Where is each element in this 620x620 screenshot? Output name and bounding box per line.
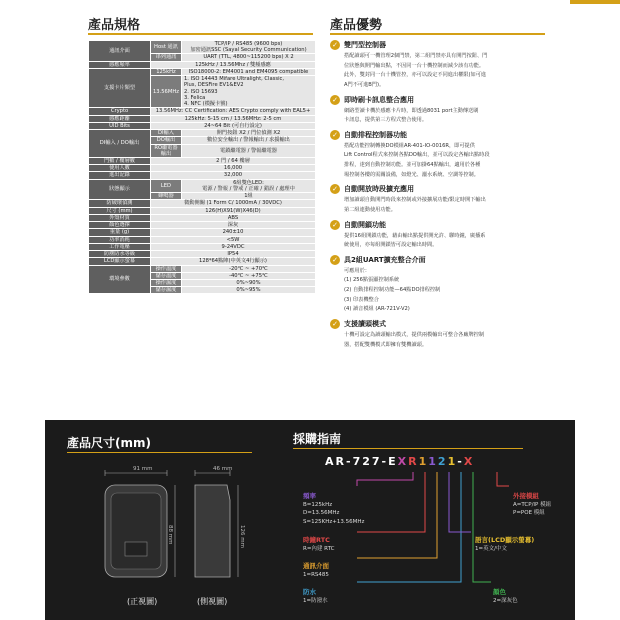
legend-waterproof <box>303 578 328 605</box>
spec-row <box>89 41 316 54</box>
spec-value: 9-24VDC <box>151 243 316 250</box>
advantage-heading: 支援讀頭模式 <box>344 319 386 328</box>
legend-color-body: 2=深灰色 <box>493 597 518 604</box>
spec-key: 防破壞偵測 <box>89 200 151 207</box>
advantage-item <box>330 184 555 215</box>
advantage-body: 十機可設定為讀頭輸出模式，提供兩模輸出可整合各廠牌控制 器，搭配雙機模式即擁有雙機讀頭。 <box>344 331 485 348</box>
check-icon: ✓ <box>330 40 340 50</box>
spec-value: IP54 <box>151 251 316 258</box>
spec-value: 0%~90% <box>181 279 315 286</box>
advantage-body: 提供16組開鎖功能，藉由輸出點提供開允許、聯時鐘，廣播系 統使用，亦每組開鎖皆可設定輸出時間。 <box>344 232 486 249</box>
advantage-heading: 具2組UART擴充整合介面 <box>344 255 426 264</box>
spec-value: 電鎖繼電器 / 警報繼電器 <box>181 144 315 157</box>
spec-key: UID Bits <box>89 122 151 129</box>
spec-row <box>89 222 316 229</box>
front-width-label: 91 mm <box>133 466 153 472</box>
spec-key: 感應距離 <box>89 115 151 122</box>
ordering-code-char: A <box>325 455 336 468</box>
dimensions-title: 產品尺寸(mm) <box>67 436 151 450</box>
spec-key: 環境參數 <box>89 265 151 294</box>
spec-value: TCP/IP / RS485 (9600 bps) 加密通訊SSC (Sayal Security Communication) <box>181 41 315 54</box>
advantage-heading: 雙門型控制器 <box>344 41 386 49</box>
legend-module-body: A=TCP/IP 模組 P=POE 模組 <box>513 501 552 517</box>
dimensions-ordering-panel <box>45 420 575 620</box>
advantage-body: 網路型讀卡機於感應卡片時，即透過8031 port主動傳送刷 卡訊息，提供第三方程式整合使用。 <box>344 107 479 124</box>
ordering-code-char: X <box>397 455 409 468</box>
advantage-body: 增加讀頭自動開門時段來控制或外接擴展功能/限定時開下輸出 第二組連動使用功能。 <box>344 197 486 213</box>
advantage-body: 搭配讀頭可一機管理2個門禁，第二組門禁亦具有開門按鈕、門 位狀態與開門輸出點，不因同一台十機控制而減少該有功能。 此外，雙封同一台十機管控，亦可以設定不同進出權限(如可進 A門不可進B門)。 <box>344 53 488 88</box>
spec-value: 240±10 <box>151 229 316 236</box>
ordering-code-char: 1 <box>447 455 458 468</box>
advantage-item <box>330 95 555 126</box>
spec-key: Crypto <box>89 108 151 115</box>
legend-language <box>475 526 534 553</box>
spec-row <box>89 61 316 68</box>
side-view-drawing <box>195 485 230 577</box>
legend-comm <box>303 552 329 579</box>
spec-value: 128*64點陣(中英文4行顯示) <box>151 258 316 265</box>
spec-subkey: LED <box>151 179 182 192</box>
spec-subkey: RO繼電器輸出 <box>151 144 182 157</box>
spec-value: UART (TTL, 4800~115200 bps) X 2 <box>181 54 315 61</box>
legend-module-heading: 外接模組 <box>513 491 539 500</box>
advantage-item <box>330 220 555 251</box>
spec-row <box>89 243 316 250</box>
ordering-code-char: 7 <box>352 455 363 468</box>
ordering-code-char: R <box>335 455 346 468</box>
spec-row <box>89 165 316 172</box>
spec-key: 狀態顯示 <box>89 179 151 200</box>
spec-subkey: 操作濕度 <box>151 279 182 286</box>
legend-comm-body: 1=RS485 <box>303 571 329 578</box>
connector-module <box>497 472 509 486</box>
ordering-code-char: E <box>388 455 398 468</box>
advantages-list <box>330 40 555 354</box>
spec-value: 6組雙色LED: 電源 / 警報 / 警戒 / 正確 / 錯誤 / 處理中 <box>181 179 315 192</box>
advantages-title-rule <box>330 33 545 35</box>
ordering-title-rule <box>293 448 523 449</box>
spec-title: 產品規格 <box>88 18 141 33</box>
spec-value: 2 門 / 64 樓層 <box>151 157 316 164</box>
spec-value: 24~64 Bit (可自行設定) <box>151 122 316 129</box>
advantage-item <box>330 40 555 91</box>
spec-key: 尺寸 (mm) <box>89 207 151 214</box>
advantage-heading-row <box>330 184 555 194</box>
side-height-label: 126 mm <box>239 525 245 548</box>
spec-subkey: 操作溫度 <box>151 265 182 272</box>
advantages-title: 產品優勢 <box>330 18 383 33</box>
spec-key: LCD顯示螢幕 <box>89 258 151 265</box>
spec-key: 工作電壓 <box>89 243 151 250</box>
check-icon: ✓ <box>330 255 340 265</box>
legend-color <box>493 578 518 605</box>
spec-row <box>89 207 316 214</box>
ordering-code-char: 1 <box>418 455 429 468</box>
spec-subkey: 儲存溫度 <box>151 272 182 279</box>
legend-waterproof-heading: 防水 <box>303 587 316 596</box>
spec-value: -40℃ ~ +75℃ <box>181 272 315 279</box>
spec-key: 支援卡片類型 <box>89 68 151 107</box>
ordering-code-char: 2 <box>437 455 448 468</box>
spec-title-rule <box>88 33 313 35</box>
spec-row <box>89 122 316 129</box>
spec-row <box>89 214 316 221</box>
advantage-item <box>330 319 555 350</box>
accent-band <box>570 0 620 4</box>
connector-freq <box>357 472 413 486</box>
advantage-heading: 自動開鎖功能 <box>344 220 386 229</box>
side-view-label: (側視圖) <box>197 597 228 606</box>
spec-row <box>89 265 316 272</box>
spec-value: ISO18000-2: EM4001 and EM4095 compatible <box>181 68 315 75</box>
advantage-heading-row <box>330 40 555 50</box>
ordering-title: 採購指南 <box>293 432 342 446</box>
spec-value: 微動開關 (1 Form C/ 1000mA / 30VDC) <box>151 200 316 207</box>
advantage-heading-row <box>330 95 555 105</box>
spec-row <box>89 200 316 207</box>
spec-subkey: 儲存濕度 <box>151 287 182 294</box>
ordering-code-char: 1 <box>428 455 438 468</box>
spec-key: 重量 (g) <box>89 229 151 236</box>
advantage-heading: 即時刷卡訊息整合應用 <box>344 95 414 104</box>
spec-subkey: 13.56MHz <box>151 76 182 108</box>
legend-language-heading: 語言(LCD顯示螢幕) <box>475 535 535 544</box>
advantage-body: 可應用於： (1) 256點張顯控制系統 (2) 自動排程控制功能—64點DO排程控制 (3) 印表機整合 (4) 讀音模組 (AR-721V-V2) <box>344 267 441 313</box>
spec-value: 開門按鈕 X2 / 門位偵測 X2 <box>181 130 315 137</box>
spec-value: 125kHz: 5-15 cm / 13.56MHz: 2-5 cm <box>151 115 316 122</box>
front-view-label: (正視圖) <box>127 597 158 606</box>
spec-value: -20℃ ~ +70℃ <box>181 265 315 272</box>
spec-subkey: DO輸出 <box>151 137 182 144</box>
ordering-code-char: R <box>408 455 419 468</box>
ordering-code-char: - <box>381 455 389 468</box>
spec-value: 數位安全輸出 / 警報輸出 / 求援輸出 <box>181 137 315 144</box>
connector-water <box>357 472 461 582</box>
check-icon: ✓ <box>330 220 340 230</box>
check-icon: ✓ <box>330 184 340 194</box>
advantage-heading-row <box>330 319 555 329</box>
check-icon: ✓ <box>330 319 340 329</box>
advantage-item <box>330 255 555 315</box>
spec-value: 深灰 <box>151 222 316 229</box>
legend-rtc-body: R=內建 RTC <box>303 545 335 552</box>
spec-row <box>89 157 316 164</box>
advantage-heading-row <box>330 130 555 140</box>
spec-row <box>89 130 316 137</box>
spec-value: 13.56MHz: CC Certification: AES Crypto comply with EAL5+ <box>151 108 316 115</box>
spec-row <box>89 236 316 243</box>
spec-value: 0%~95% <box>181 287 315 294</box>
spec-subkey: 蜂鳴器 <box>151 193 182 200</box>
spec-key: 通訊介面 <box>89 41 151 62</box>
legend-language-body: 1=英文/中文 <box>475 545 507 552</box>
legend-color-heading: 顏色 <box>493 587 506 596</box>
spec-key: DI輸入 / DO輸出 <box>89 130 151 158</box>
ordering-code-char: X <box>463 455 475 468</box>
spec-key: 進出記錄 <box>89 172 151 179</box>
spec-row <box>89 68 316 75</box>
spec-table <box>88 40 316 294</box>
legend-module <box>513 482 551 518</box>
spec-key: 功率消耗 <box>89 236 151 243</box>
spec-value: ABS <box>151 214 316 221</box>
ordering-code-char: 2 <box>362 455 372 468</box>
spec-row <box>89 258 316 265</box>
spec-subkey: Host 通訊 <box>151 41 182 54</box>
spec-row <box>89 108 316 115</box>
legend-frequency-body: B=125kHz D=13.56MHz S=125KHz+13.56MHz <box>303 501 365 525</box>
front-height-label: 88 mm <box>167 525 173 545</box>
spec-key: 感應頻率 <box>89 61 151 68</box>
ordering-code-char: - <box>346 455 353 468</box>
spec-value: 1. ISO 14443 Mifare Ultralight, Classic, Plus, DESFire EV1&EV2 2. ISO 15693 3. Felica 4. NFC (模擬卡號) <box>181 76 315 108</box>
spec-row <box>89 229 316 236</box>
spec-key: 外殼材質 <box>89 214 151 221</box>
front-view-drawing <box>105 485 167 577</box>
spec-value: 1組 <box>181 193 315 200</box>
legend-rtc <box>303 526 334 553</box>
spec-value: 32,000 <box>151 172 316 179</box>
ordering-code-char: - <box>457 455 464 468</box>
advantage-heading: 自動開放時段擴充應用 <box>344 185 414 194</box>
dimensions-title-rule <box>67 452 252 453</box>
spec-value: 125kHz / 13.56Mhz / 雙頻感應 <box>151 61 316 68</box>
check-icon: ✓ <box>330 95 340 105</box>
spec-value: <5W <box>151 236 316 243</box>
ordering-code-char: 7 <box>371 455 382 468</box>
spec-subkey: DI輸入 <box>151 130 182 137</box>
ordering-code <box>325 455 474 468</box>
advantage-body: 搭配功能控制轉換DO模組AR-401-IO-0016R，即可提供 Lift Control程式來控制各點DO輸出，並可以設定各輸出點時段 排程，達到自動控制功能。並可加掛64點輸出，適用於各種 場控制各樓的需關設備，如燈光、灑水系統、空調等控制。 <box>344 142 490 178</box>
advantage-heading-row <box>330 255 555 265</box>
spec-value: 126(H)X91(W)X46(D) <box>151 207 316 214</box>
spec-subkey: 串列通訊 <box>151 54 182 61</box>
spec-row <box>89 251 316 258</box>
spec-value: 16,000 <box>151 165 316 172</box>
spec-key: 門數 / 樓層數 <box>89 157 151 164</box>
legend-rtc-heading: 時鐘RTC <box>303 535 330 544</box>
connector-rtc <box>357 472 425 532</box>
side-depth-label: 46 mm <box>213 466 233 472</box>
spec-subkey: 125kHz <box>151 68 182 75</box>
legend-frequency <box>303 482 364 526</box>
advantage-heading-row <box>330 220 555 230</box>
spec-row <box>89 172 316 179</box>
spec-key: 使用人數 <box>89 165 151 172</box>
spec-row <box>89 115 316 122</box>
advantage-item <box>330 130 555 181</box>
legend-waterproof-body: 1=防潑水 <box>303 597 328 604</box>
spec-key: 顏色選擇 <box>89 222 151 229</box>
connector-lang <box>449 472 471 532</box>
legend-frequency-heading: 頻率 <box>303 491 316 500</box>
spec-row <box>89 179 316 192</box>
advantage-heading: 自動排程控制器功能 <box>344 130 407 139</box>
check-icon: ✓ <box>330 130 340 140</box>
spec-key: 防塵防水等級 <box>89 251 151 258</box>
legend-comm-heading: 通訊介面 <box>303 561 329 570</box>
